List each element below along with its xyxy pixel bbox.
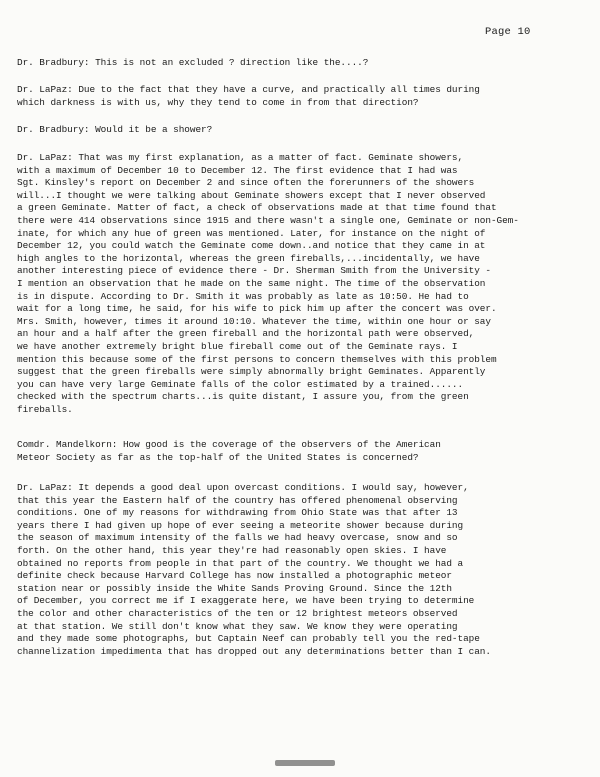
paragraph-text: That was my first explanation, as a matter of fact. Geminate showers, with a maximum of December 10 to December 12. The first evidence that I had was Sgt. Kinsley's report on December 2 and since often the forerunners of the showers will...I thought we were talking about Geminate showers except that I never observed a green Geminate. Matter of fact, a check of observations made at that time found that there were 414 observations since 1915 and there wasn't a single one, Geminate or non-Gem- inate, for which any hue of green was mentioned. Later, for instance on the night of December 12, you could watch the Geminate come down..and notice that they came in at high angles to the horizontal, whereas the green fireballs,...incidentally, we have another interesting piece of evidence there - Dr. Sherman Smith from the University - I mention an observation that he made on the same night. The time of the observation is in dispute. According to Dr. Smith it was probably as late as 10:50. He had to wait for a long time, he said, for his wife to pick him up after the concert was over. Mrs. Smith, however, times it around 10:10. Whatever the time, within one hour or say an hour and a half after the green fireball and the horizontal path were observed, we have another extremely bright blue fireball come out of the Geminate rays. I mention this because some of the first persons to concern themselves with this problem suggest that the green fireballs were simply abnormally bright Geminates. Apparently you can have very large Geminate falls of the color estimated by a trained...... checked with the spectrum charts...is quite distant, I assure you, from the green fireballs. [17, 152, 519, 415]
page-number: Page 10 [485, 26, 531, 38]
speaker-name: Dr. Bradbury: [17, 57, 90, 68]
paragraph-text: It depends a good deal upon overcast conditions. I would say, however, that this year the Eastern half of the country has offered phenomenal observing conditions. One of my reasons for withdrawing from Ohio State was that after 13 years there I had given up hope of ever seeing a meteorite shower because during the season of maximum intensity of the falls we had heavy overcase, snow and so forth. On the other hand, this year they're had reasonably open skies. I have obtained no reports from people in that part of the country. We thought we had a definite check because Harvard College has now installed a photographic meteor station near or possibly inside the White Sands Proving Ground. Since the 12th of December, you correct me if I exaggerate here, we have been trying to determine the color and other characteristics of the ten or 12 brightest meteors observed at that station. We still don't know what they saw. We know they were operating and they made some photographs, but Captain Neef can probably tell you the red-tape channelization impedimenta that has dropped out any determinations better than I can. [17, 482, 491, 657]
transcript-paragraph [17, 84, 577, 109]
paragraph-text: This is not an excluded ? direction like the....? [89, 57, 369, 68]
transcript-paragraph [17, 124, 577, 137]
speaker-name: Dr. LaPaz: [17, 482, 73, 493]
paragraph-text: How good is the coverage of the observers of the American Meteor Society as far as the top-half of the United States is concerned? [17, 439, 441, 463]
speaker-name: Dr. LaPaz: [17, 84, 73, 95]
paragraph-text: Due to the fact that they have a curve, and practically all times during which darkness is with us, why they tend to come in from that direction? [17, 84, 480, 108]
transcript-paragraph [17, 439, 577, 464]
transcript-paragraph [17, 152, 577, 416]
speaker-name: Comdr. Mandelkorn: [17, 439, 118, 450]
transcript-paragraph [17, 482, 577, 658]
paragraph-text: Would it be a shower? [89, 124, 213, 135]
transcript-paragraph [17, 57, 577, 70]
scan-smudge [275, 760, 335, 766]
speaker-name: Dr. LaPaz: [17, 152, 73, 163]
speaker-name: Dr. Bradbury: [17, 124, 90, 135]
